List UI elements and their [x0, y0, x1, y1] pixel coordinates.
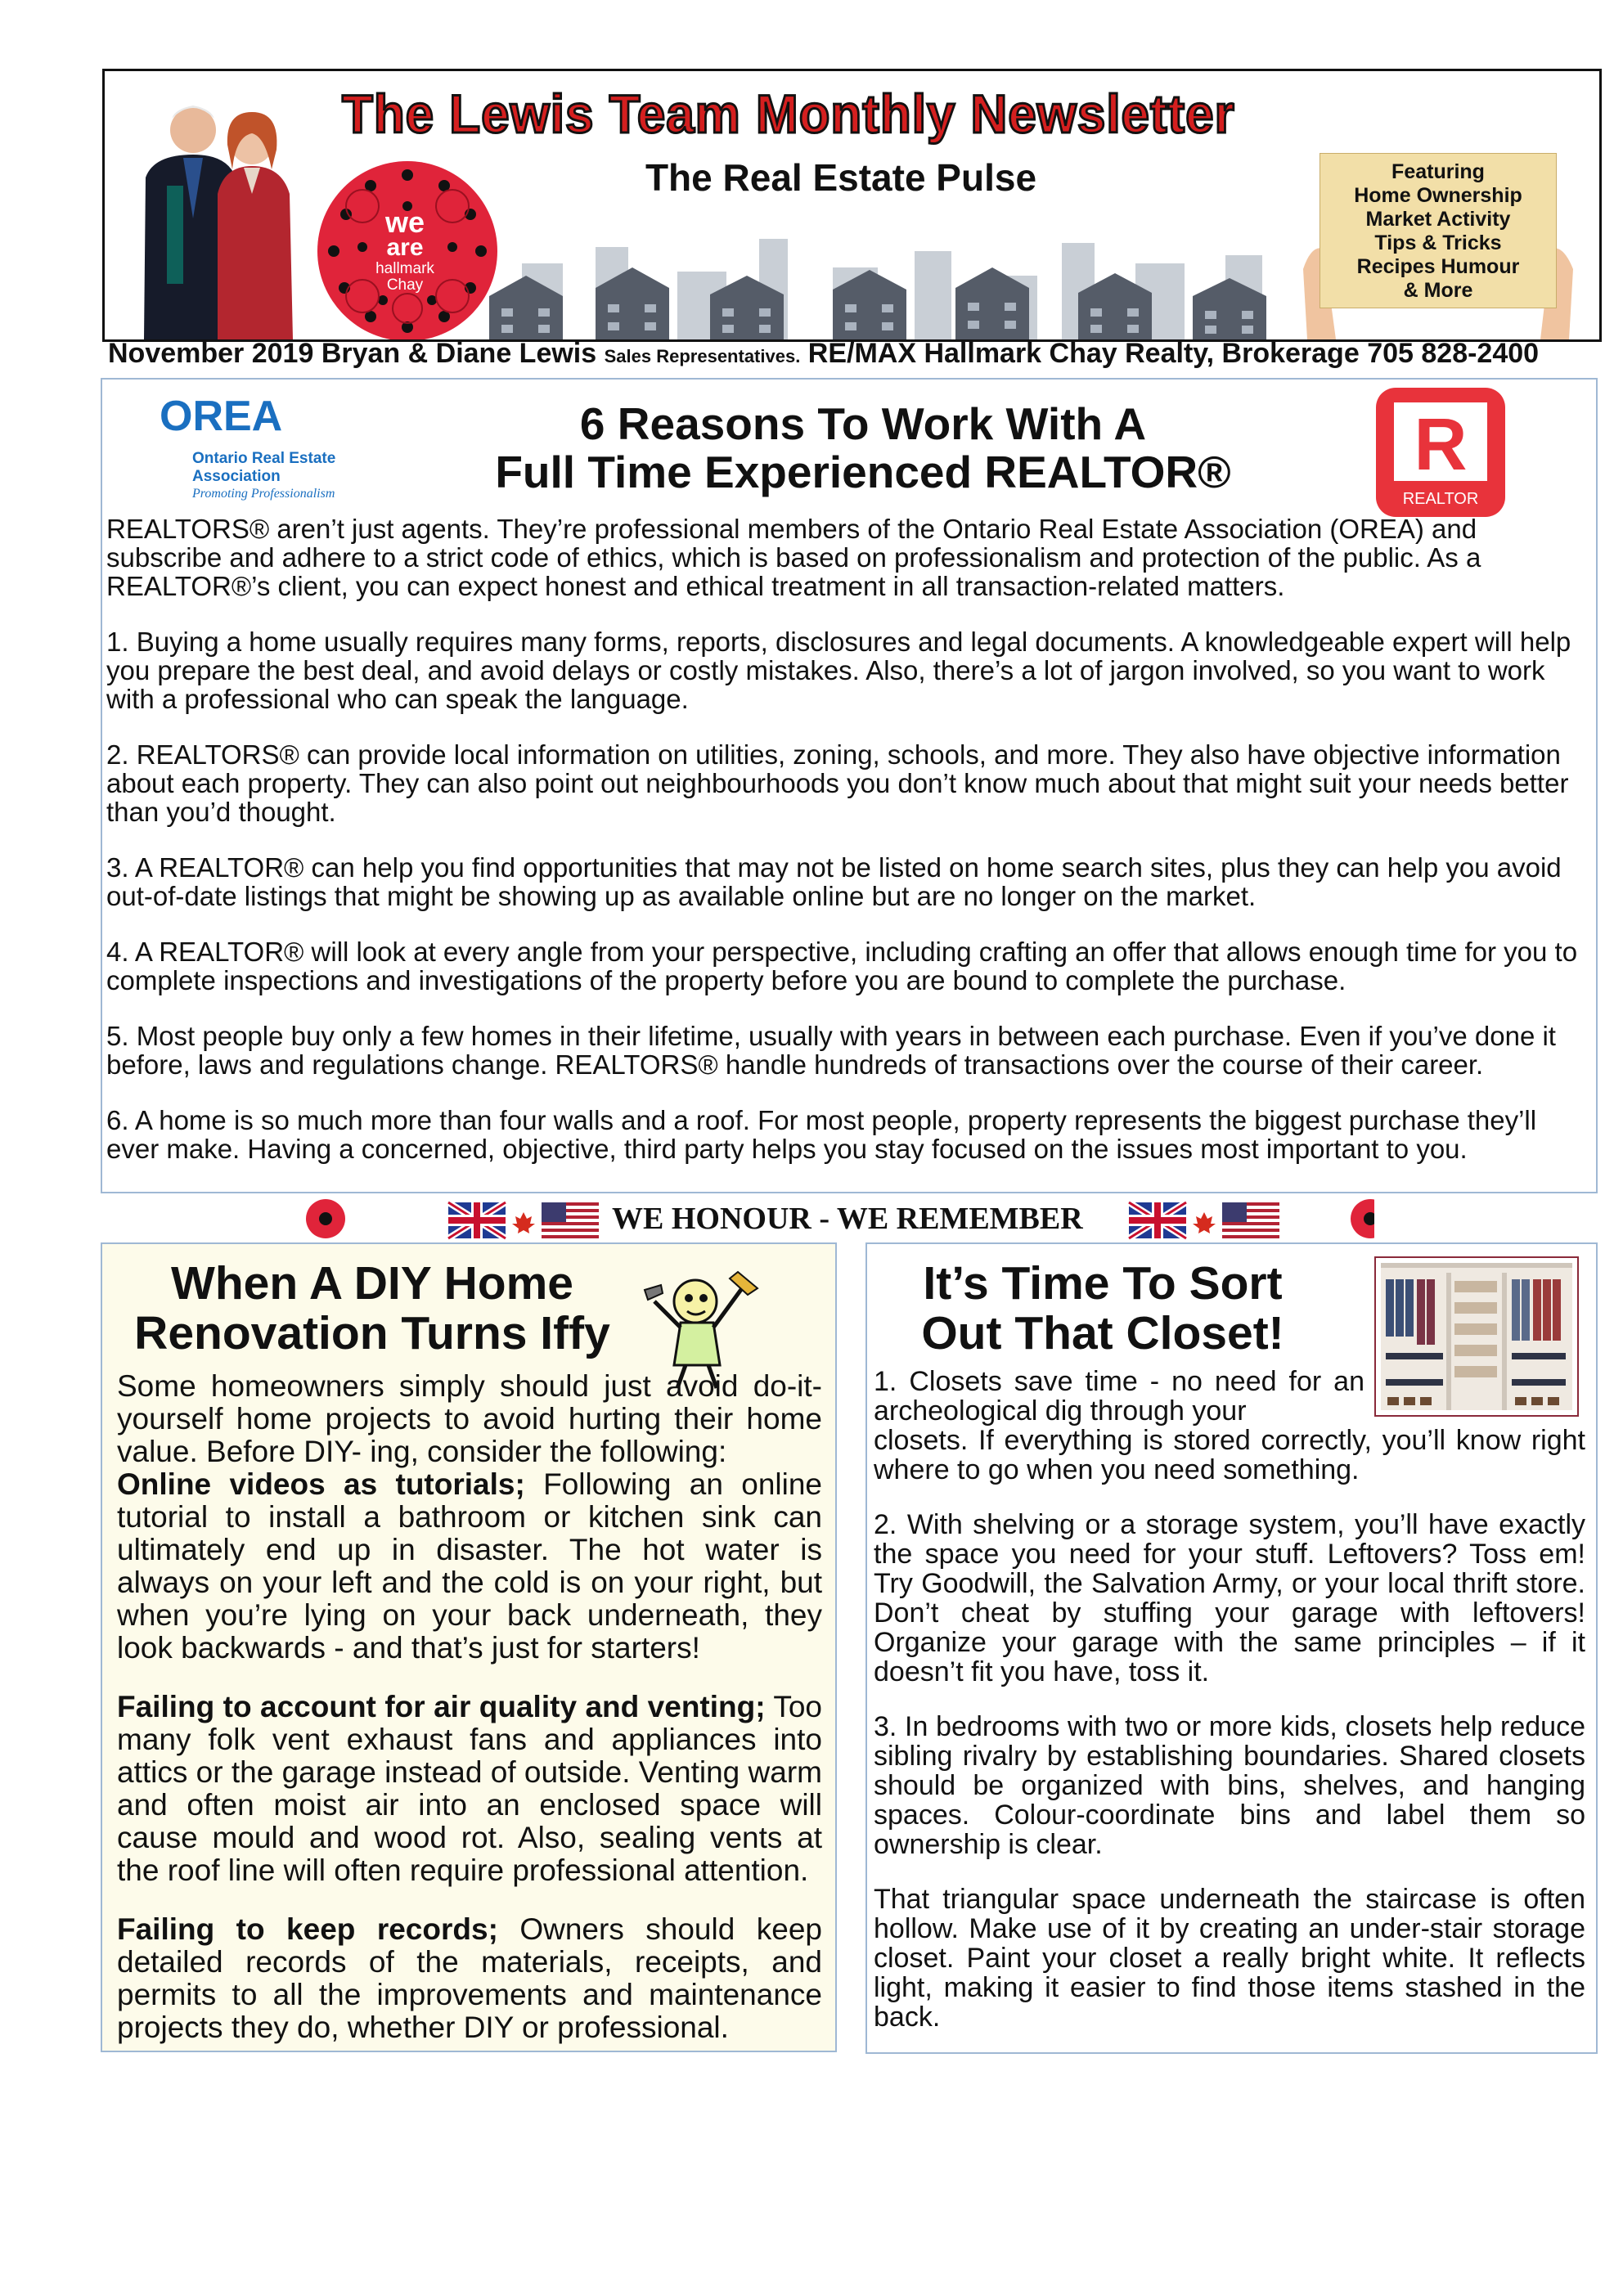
reason-6: 6. A home is so much more than four walls and a roof. For most people, property represents the biggest purchase they’ll ever make. Having a concerned, objective, third party helps you stay focused on the issues most important to you. — [106, 1105, 1537, 1164]
canada-leaf-icon-right — [1193, 1212, 1216, 1233]
diy-item-3-title: Failing to keep records; — [117, 1912, 498, 1946]
newsletter-subtitle: The Real Estate Pulse — [645, 156, 1037, 199]
realtor-heading-line-1: 6 Reasons To Work With A — [579, 398, 1147, 449]
us-flag-icon-right — [1222, 1202, 1279, 1238]
sign-line-4: Tips & Tricks — [1374, 231, 1502, 254]
closet-point-3: 3. In bedrooms with two or more kids, closets help reduce sibling rivalry by establishing boundaries. Shared closets should be organized with bins, shelves, and hanging spaces. Colour-coordinate bins and label them so ownership is clear. — [874, 1711, 1585, 1860]
orea-tagline: Promoting Professionalism — [192, 487, 335, 501]
diy-heading-line-2: Renovation Turns Iffy — [134, 1307, 610, 1359]
orea-mark: OREA — [160, 393, 283, 440]
closet-heading-line-2: Out That Closet! — [921, 1307, 1284, 1359]
realtor-logo-letter: R — [1414, 404, 1468, 486]
orea-logo — [151, 389, 364, 504]
uk-flag-icon-left — [448, 1202, 506, 1238]
closet-article — [865, 1242, 1598, 2054]
realtor-body — [106, 514, 1595, 1190]
reason-4: 4. A REALTOR® will look at every angle from your perspective, including crafting an offer that allows enough time for you to complete inspections and investigations of the property before you are bound to complete the purchase. — [106, 937, 1578, 995]
closet-heading — [882, 1259, 1324, 1359]
sign-line-6: & More — [1403, 279, 1473, 302]
agent-names: Bryan & Diane Lewis — [321, 338, 597, 369]
realtor-heading — [364, 400, 1362, 496]
diy-heading — [119, 1259, 626, 1359]
phone-number: 705 828-2400 — [1367, 338, 1540, 369]
reason-5: 5. Most people buy only a few homes in their lifetime, usually with years in between each purchase. Even if you’ve done it before, laws and regulations change. REALTORS® handle hundreds of transactions over the course of their career. — [106, 1021, 1556, 1080]
canada-leaf-icon-left — [512, 1212, 535, 1233]
issue-date: November 2019 — [108, 338, 314, 369]
diy-item-2-body: Too many folk vent exhaust fans and appliances into attics or the garage instead of outside. Venting warm and often moist air into an enclosed space will cause mould and wood rot. Also, sealing vents at the roof line will often require professional attention. — [117, 1690, 822, 1887]
realtor-r-logo — [1376, 388, 1505, 517]
dateline — [108, 338, 1597, 370]
closet-tip: That triangular space underneath the staircase is often hollow. Make use of it by creating an under-stair storage closet. Paint your closet a really bright white. It reflects light, making it easier to find those items stashed in the back. — [874, 1884, 1585, 2033]
closet-point-1-start: 1. Closets save time - no need for an archeological dig through your — [874, 1366, 1364, 1427]
orea-name-1: Ontario Real Estate — [192, 450, 336, 467]
reason-2: 2. REALTORS® can provide local information on utilities, zoning, schools, and more. They also have objective information about each property. They can also point out neighbourhoods you don’t know much about that might suit your needs better than you’d thought. — [106, 739, 1569, 827]
badge-line-4: Chay — [386, 276, 424, 294]
city-skyline-illustration — [489, 231, 1324, 339]
sign-line-1: Featuring — [1391, 160, 1485, 183]
realtor-article — [101, 378, 1598, 1193]
orea-name-2: Association — [192, 468, 281, 485]
reason-3: 3. A REALTOR® can help you find opportunities that may not be listed on home search sites, plus they can help you avoid out-of-date listings that might be showing up as available online but are no longer on the market. — [106, 852, 1562, 911]
sign-line-3: Market Activity — [1365, 208, 1511, 231]
diy-heading-line-1: When A DIY Home — [171, 1257, 573, 1310]
reason-1: 1. Buying a home usually requires many forms, reports, disclosures and legal documents. A knowledgeable expert will help you prepare the best deal, and avoid delays or costly mistakes. Also, there’s a lot of jargon involved, so you want to work with a professional who can speak the language. — [106, 627, 1571, 714]
diy-item-3-body: Owners should keep detailed records of the materials, receipts, and permits to all the improvements and maintenance projects they do, whether DIY or professional. — [117, 1912, 822, 2044]
diy-intro: Some homeowners simply should just avoid do-it-yourself home projects to avoid hurting their home value. Before DIY- ing, consider the following: — [117, 1369, 822, 1468]
agent-role: Sales Representatives. — [604, 346, 801, 366]
realtor-logo-caption: REALTOR — [1402, 490, 1479, 508]
closet-body — [874, 1367, 1585, 2057]
newsletter-header — [102, 69, 1602, 342]
brokerage-name: RE/MAX Hallmark Chay Realty, Brokerage — [807, 338, 1360, 369]
us-flag-icon-left — [542, 1202, 599, 1238]
uk-flag-icon-right — [1129, 1202, 1186, 1238]
sign-line-5: Recipes Humour — [1356, 255, 1520, 278]
realtor-intro: REALTORS® aren’t just agents. They’re professional members of the Ontario Real Estate Association (OREA) and subscribe and adhere to a strict code of ethics, which is based on professionalism and protection of the public. As a REALTOR®’s client, you can expect honest and ethical treatment in all transaction-related matters. — [106, 514, 1481, 601]
remembrance-text: WE HONOUR - WE REMEMBER — [612, 1202, 1083, 1236]
poppy-left-icon — [306, 1199, 345, 1238]
diy-item-1-title: Online videos as tutorials; — [117, 1467, 525, 1501]
diy-article — [101, 1242, 837, 2052]
lewis-couple-photo — [121, 79, 317, 339]
diy-item-1-body: Following an online tutorial to install a bathroom or kitchen sink can ultimately end up in disaster. The hot water is always on your left and the cold is on your right, but when you’re lying on your back underneath, they look backwards - and that’s just for starters! — [117, 1467, 822, 1665]
diy-body — [117, 1370, 822, 2070]
closet-heading-line-1: It’s Time To Sort — [923, 1257, 1283, 1310]
badge-line-2: are — [386, 234, 424, 261]
badge-line-3: hallmark — [375, 260, 434, 277]
closet-point-1-end: closets. If everything is stored correctly, you’ll know right where to go when you need something. — [874, 1425, 1585, 1485]
sign-line-2: Home Ownership — [1354, 184, 1522, 207]
poppy-right-icon — [1351, 1199, 1374, 1238]
diy-item-2-title: Failing to account for air quality and venting; — [117, 1690, 766, 1723]
newsletter-title: The Lewis Team Monthly Newsletter — [342, 83, 1235, 144]
badge-line-1: we — [384, 205, 425, 239]
poppy-wreath-badge — [313, 157, 501, 342]
featuring-sign — [1320, 153, 1557, 308]
closet-point-2: 2. With shelving or a storage system, you’ll have exactly the space you need for your stuff. Leftovers? Toss em! Try Goodwill, the Salvation Army, or your local thrift store. Don’t cheat by stuffing your garage with leftovers! Organize your garage with the same principles – if it doesn’t fit you have, toss it. — [874, 1509, 1585, 1687]
realtor-heading-line-2: Full Time Experienced REALTOR® — [495, 447, 1231, 497]
